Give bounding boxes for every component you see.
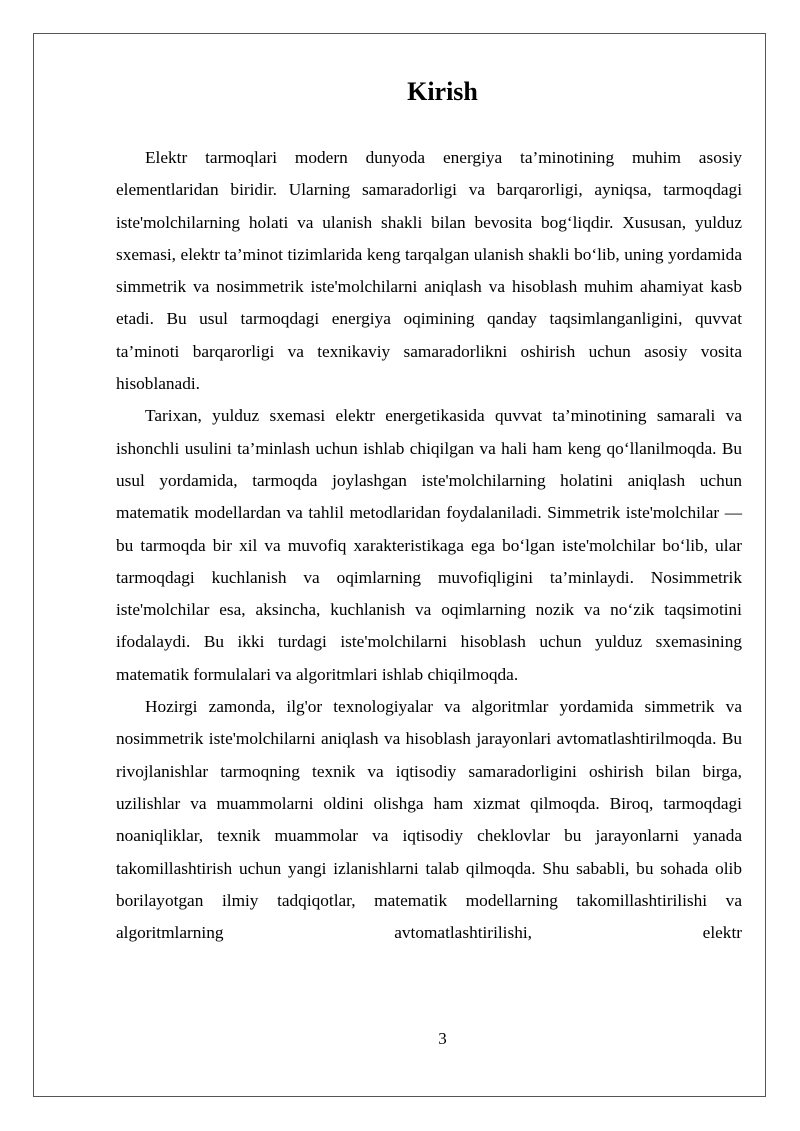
paragraph-1: Elektr tarmoqlari modern dunyoda energiya ta’minotining muhim asosiy elementlaridan biridir. Ularning samaradorligi va barqarorligi, ayniqsa, tarmoqdagi iste'molchilarning holati va ulanish shakli bilan bevosita bog‘liqdir. Xususan, yulduz sxemasi, elektr ta’minot tizimlarida keng tarqalgan ulanish shakli bo‘lib, uning yordamida simmetrik va nosimmetrik iste'molchilarni aniqlash va hisoblash muhim ahamiyat kasb etadi. Bu usul tarmoqdagi energiya oqimining qanday taqsimlanganligini, quvvat ta’minoti barqarorligi va texnikaviy samaradorlikni oshirish uchun asosiy vosita hisoblanadi. [116, 148, 742, 394]
page-title: Kirish [407, 77, 478, 106]
paragraph-2: Tarixan, yulduz sxemasi elektr energetikasida quvvat ta’minotining samarali va ishonchli usulini ta’minlash uchun ishlab chiqilgan va hali ham keng qo‘llanilmoqda. Bu usul yordamida, tarmoqda joylashgan iste'molchilarning holatini aniqlash uchun matematik modellardan va tahlil metodlaridan foydalaniladi. Simmetrik iste'molchilar — bu tarmoqda bir xil va muvofiq xarakteristikaga ega bo‘lgan iste'molchilar bo‘lib, ular tarmoqdagi kuchlanish va oqimlarning muvofiqligini ta’minlaydi. Nosimmetrik iste'molchilar esa, aksincha, kuchlanish va oqimlarning nozik va no‘zik taqsimotini ifodalaydi. Bu ikki turdagi iste'molchilarni hisoblash uchun yulduz sxemasining matematik formulalari va algoritmlari ishlab chiqilmoqda. [116, 406, 742, 684]
paragraph-3: Hozirgi zamonda, ilg'or texnologiyalar va algoritmlar yordamida simmetrik va nosimmetrik iste'molchilarni aniqlash va hisoblash jarayonlari avtomatlashtirilmoqda. Bu rivojlanishlar tarmoqning texnik va iqtisodiy samaradorligini oshirish bilan birga, uzilishlar va muammolarni oldini olishga ham xizmat qilmoqda. Biroq, tarmoqdagi noaniqliklar, texnik muammolar va iqtisodiy cheklovlar bu jarayonlarni yanada takomillashtirish uchun yangi izlanishlarni talab qilmoqda. Shu sababli, bu sohada olib borilayotgan ilmiy tadqiqotlar, matematik modellarning takomillashtirilishi va algoritmlarning avtomatlashtirilishi, elektr [116, 697, 742, 943]
document-body [116, 142, 742, 949]
page-number: 3 [438, 1029, 447, 1048]
